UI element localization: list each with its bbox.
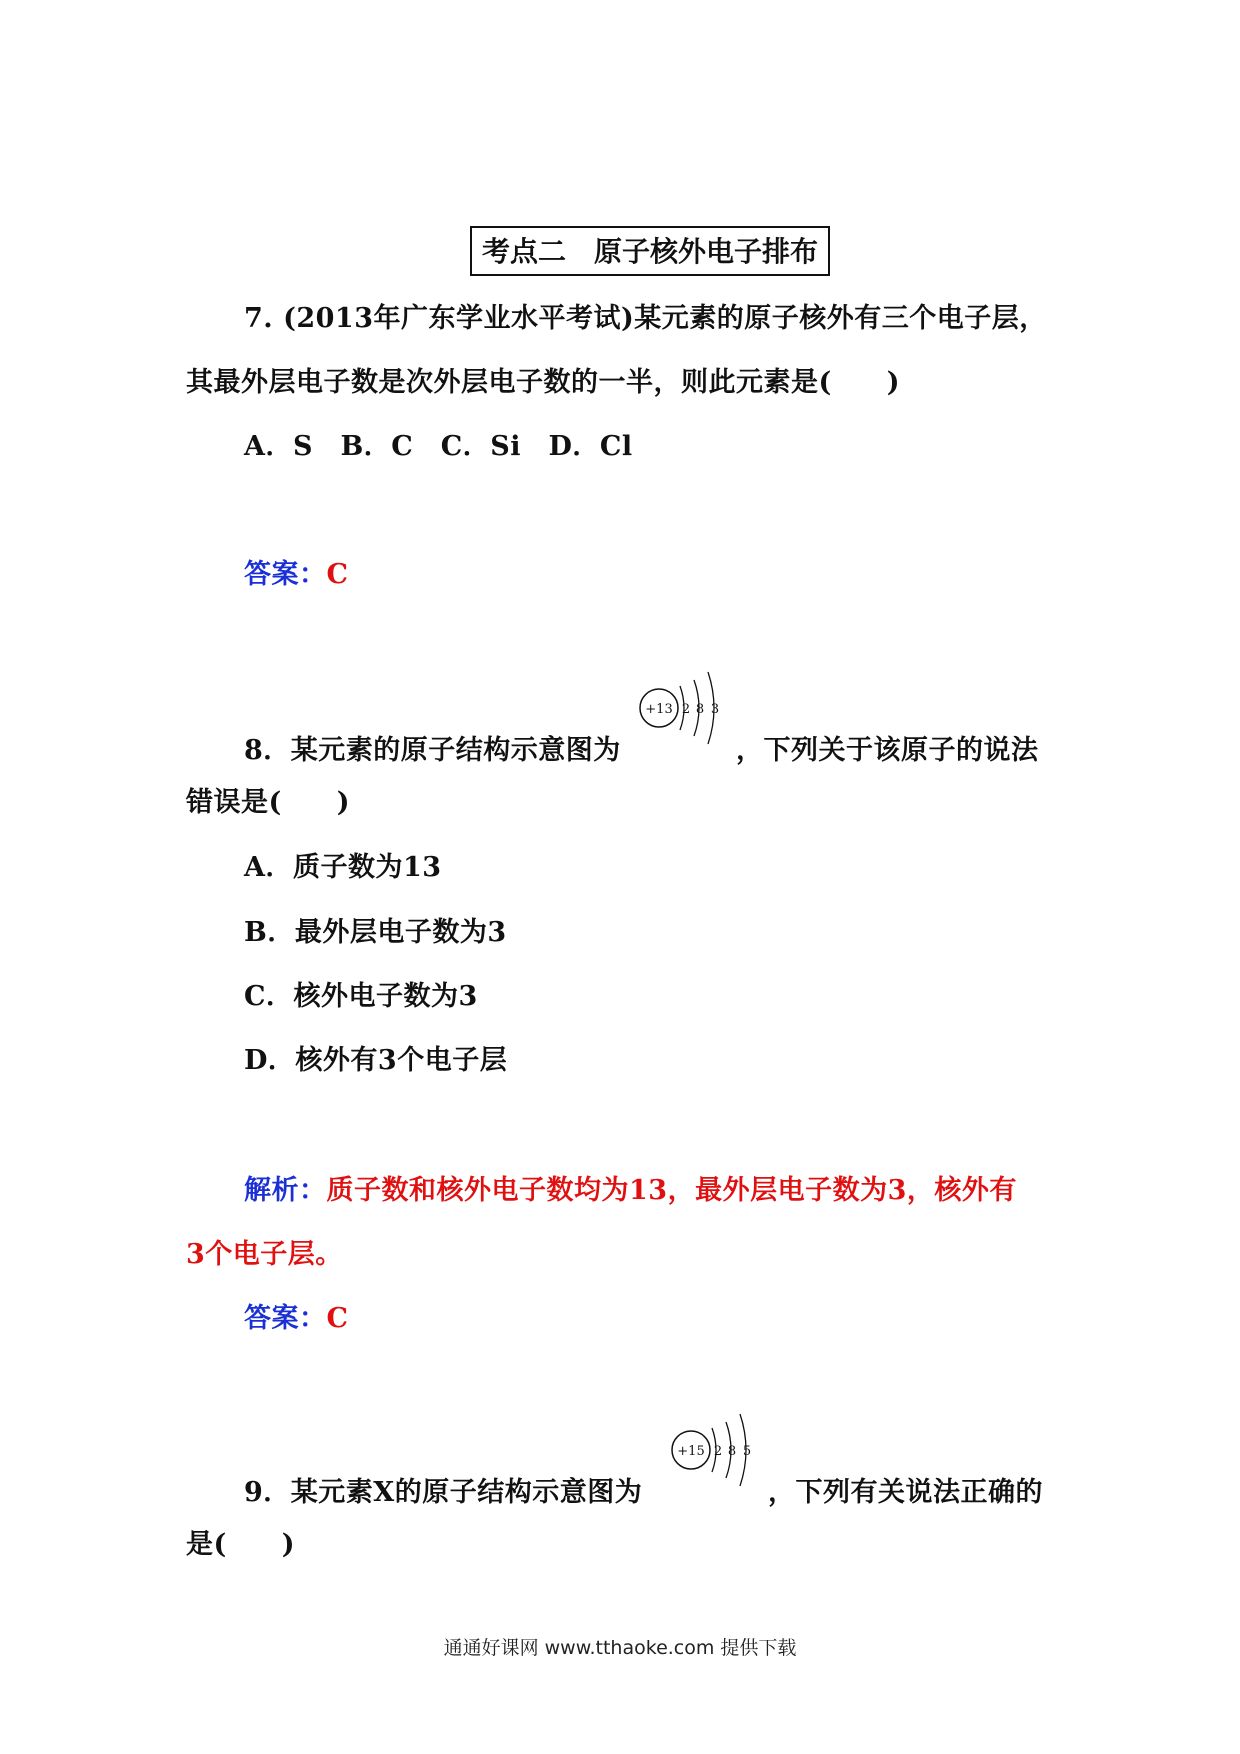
q9-nucleus-label: +15 — [677, 1444, 705, 1459]
q9-intro-tail: ，下列有关说法正确的 — [768, 1477, 1043, 1508]
q7-answer — [244, 552, 349, 591]
q8-option-b: B．最外层电子数为3 — [244, 917, 507, 948]
q8-shell-2: 8 — [695, 702, 705, 717]
q9-shell-2: 8 — [727, 1444, 737, 1459]
page-footer: 通通好课网 www.tthaoke.com 提供下载 — [443, 1637, 797, 1659]
section-title: 考点二 原子核外电子排布 — [470, 226, 830, 276]
q7-line2: 其最外层电子数是次外层电子数的一半，则此元素是( ) — [186, 367, 901, 398]
q8-shell-3: 3 — [710, 702, 720, 717]
q8-line2: 错误是( ) — [186, 787, 351, 818]
q8-analysis-line1 — [244, 1168, 1017, 1207]
q8-option-d: D．核外有3个电子层 — [244, 1045, 508, 1076]
q8-intro: 8．某元素的原子结构示意图为 — [244, 735, 621, 766]
q8-analysis-line2: 3个电子层。 — [186, 1239, 343, 1270]
q8-intro-tail: ，下列关于该原子的说法 — [736, 735, 1039, 766]
q9-shell-3: 5 — [742, 1444, 752, 1459]
q8-answer-value: C — [326, 1303, 349, 1334]
q8-nucleus-label: +13 — [645, 702, 673, 717]
q7-answer-label: 答案： — [244, 559, 327, 590]
q7-options: A．S B．C C．Si D．Cl — [244, 431, 633, 462]
q8-analysis-label: 解析： — [244, 1175, 327, 1206]
q7-answer-value: C — [326, 559, 349, 590]
q9-line2: 是( ) — [186, 1529, 296, 1560]
q8-answer — [244, 1296, 349, 1335]
q9-shell-1: 2 — [713, 1444, 723, 1459]
q8-answer-label: 答案： — [244, 1303, 327, 1334]
q7-line1: 7. (2013年广东学业水平考试)某元素的原子核外有三个电子层， — [244, 303, 1047, 334]
q8-shell-1: 2 — [681, 702, 691, 717]
q9-atom-diagram — [668, 1410, 768, 1498]
q8-analysis-text: 质子数和核外电子数均为13，最外层电子数为3，核外有 — [326, 1175, 1017, 1206]
q8-option-c: C．核外电子数为3 — [244, 981, 478, 1012]
q8-atom-diagram — [636, 668, 736, 756]
q9-intro: 9．某元素X的原子结构示意图为 — [244, 1477, 643, 1508]
q8-option-a: A．质子数为13 — [244, 852, 442, 883]
